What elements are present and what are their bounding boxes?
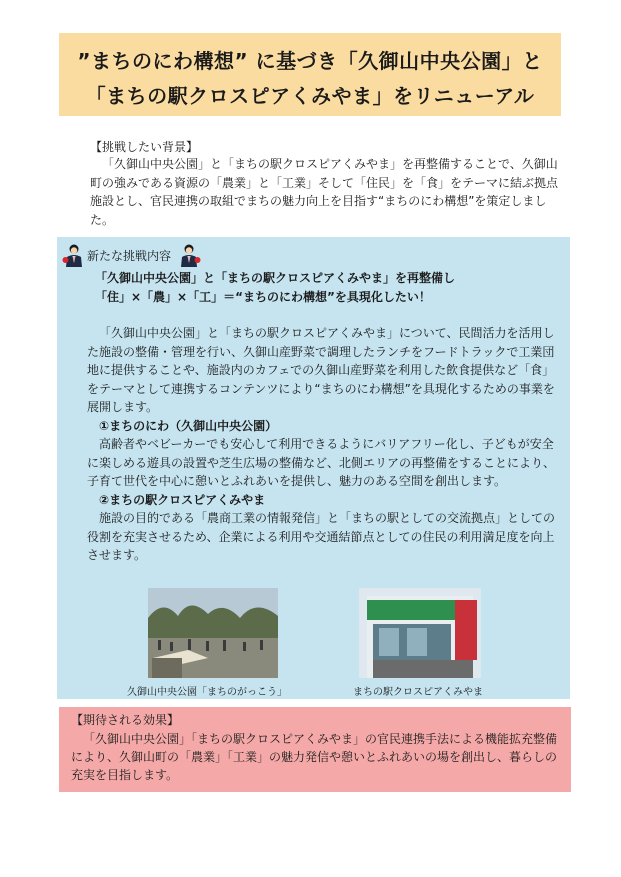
challenge-lead — [95, 269, 455, 307]
challenge-body — [87, 324, 557, 565]
item2-heading: ②まちの駅クロスピアくみやま — [99, 492, 266, 507]
challenge-lead-line-2: 「住」×「農」×「工」＝“まちのにわ構想”を具現化したい！ — [95, 290, 431, 304]
challenge-label: 新たな挑戦内容 — [87, 249, 172, 263]
page-title-line-1: ”まちのにわ構想” に基づき「久御山中央公園」と — [77, 49, 543, 73]
page-title-line-2: 「まちの駅クロスピアくみやま」をリニューアル — [85, 84, 535, 108]
challenge-lead-line-1: 「久御山中央公園」と「まちの駅クロスピアくみやま」を再整備し — [95, 271, 456, 285]
station-photo-caption: まちの駅クロスピアくみやま — [353, 687, 483, 698]
background-heading: 【挑戦したい背景】 — [90, 140, 199, 154]
title-banner — [59, 33, 561, 116]
challenge-section — [57, 237, 570, 699]
park-photo-caption: 久御山中央公園「まちのがっこう」 — [127, 687, 287, 698]
station-photo — [359, 588, 481, 678]
challenge-intro: 「久御山中央公園」と「まちの駅クロスピアくみやま」について、民間活力を活用した施設の整備・管理を行い、久御山産野菜で調理したランチをフードトラックで工業団地に提供することや、施設内のカフェでの久御山産野菜を利用した飲食提供など「食」をテーマとして連携するコンテンツにより“まちのにわ構想”を具現化するための事業を展開します。 — [87, 326, 555, 414]
effect-heading: 【期待される効果】 — [71, 713, 180, 727]
effect-text: 「久御山中央公園」「まちの駅クロスピアくみやま」の官民連携手法による機能拡充整備により、久御山町の「農業」「工業」の魅力発信や憩いとふれあいの場を創出し、暮らしの充実を目指します。 — [71, 732, 558, 782]
effect-section — [59, 707, 571, 792]
background-section — [90, 140, 560, 229]
park-photo — [148, 588, 278, 678]
businessman-icon — [62, 243, 86, 267]
item1-heading: ①まちのにわ（久御山中央公園） — [99, 418, 278, 433]
background-text: 「久御山中央公園」と「まちの駅クロスピアくみやま」を再整備することで、久御山町の強みである資源の「農業」と「工業」そして「住民」を「食」をテーマに結ぶ拠点施設とし、官民連携の取組でまちの魅力向上を目指す“まちのにわ構想”を策定しました。 — [90, 157, 559, 227]
item2-text: 施設の目的である「農商工業の情報発信」と「まちの駅としての交流拠点」としての役割を充実させるため、企業による利用や交通結節点としての住民の利用満足度を向上させます。 — [87, 511, 556, 562]
businessman-icon — [177, 243, 201, 267]
item1-text: 高齢者やベビーカーでも安心して利用できるようにバリアフリー化し、子どもが安全に楽しめる遊具の設置や芝生広場の整備など、北側エリアの再整備をすることにより、子育て世代を中心に憩いとふれあいを提供し、魅力のある空間を創出します。 — [87, 437, 556, 488]
